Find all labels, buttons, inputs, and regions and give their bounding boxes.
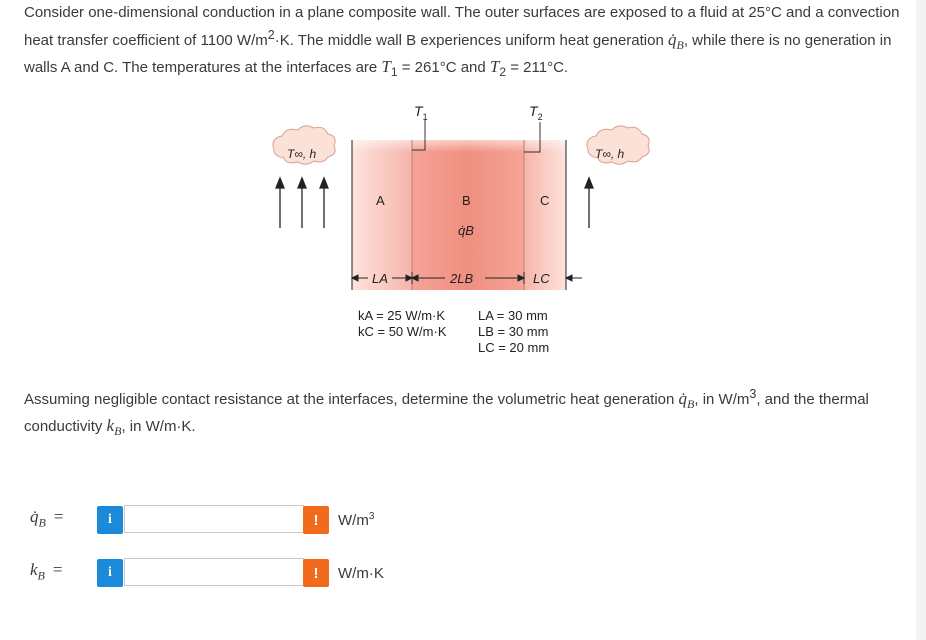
prop-LA: LA = 30 mm <box>478 308 548 323</box>
wall-c <box>524 140 566 290</box>
wall-b-label: B <box>462 193 471 208</box>
answer-symbol: $k_B$ = <box>30 560 63 583</box>
dim-2LB: 2LB <box>450 271 474 286</box>
prop-kA: kA = 25 W/m·K <box>358 308 446 323</box>
prop-LC: LC = 20 mm <box>478 340 550 355</box>
wall-c-label: C <box>540 193 550 208</box>
warning-button[interactable]: ! <box>303 506 329 534</box>
T1-label: $T_1$ <box>414 103 428 122</box>
wall-a <box>352 140 412 290</box>
prop-LB: LB = 30 mm <box>478 324 549 339</box>
T2-label: $T_2$ <box>529 103 543 122</box>
dim-LC: LC <box>533 271 550 286</box>
unit-label: $W/m^3$ <box>338 511 375 529</box>
wall-b <box>412 140 524 290</box>
fluid-right <box>587 126 649 164</box>
wall-a-label: A <box>376 193 385 208</box>
svg-text:T∞, h: T∞, h <box>595 147 625 161</box>
kB-answer-input[interactable] <box>124 558 304 586</box>
info-button[interactable]: i <box>97 506 123 534</box>
problem-statement: Consider one-dimensional conduction in a plane composite wall. The outer surfaces are exposed to a fluid at 25°C and a convection heat transfer coefficient of 1100 $W/m^2\cdot K$. The middle wall B experiences uniform heat generation $q̇_B$, while there is no generation in walls A and C. The temperatures at the interfaces are $T_1 = 261^\circ C$ and $T_2 = 211^\circ C$. <box>24 4 900 79</box>
fluid-left <box>273 126 335 164</box>
dim-LA: LA <box>372 271 388 286</box>
flow-arrows-left <box>276 178 328 228</box>
qB-answer-input[interactable] <box>124 505 304 533</box>
unit-label: W/m·K <box>338 565 384 582</box>
warning-button[interactable]: ! <box>303 559 329 587</box>
composite-wall-diagram <box>250 100 625 360</box>
qB-label: q̇B <box>458 223 474 238</box>
prop-kC: kC = 50 W/m·K <box>358 324 447 339</box>
question-text: Assuming negligible contact resistance at the interfaces, determine the volumetric heat generation $q̇_B$, in $W/m^3$, and the thermal conductivity $k_B$, in W/m·K. <box>24 387 869 438</box>
info-button[interactable]: i <box>97 559 123 587</box>
flow-arrows-right <box>585 178 593 228</box>
answer-symbol: $q̇_B$ = <box>30 507 64 530</box>
svg-text:T∞, h: T∞, h <box>287 147 317 161</box>
